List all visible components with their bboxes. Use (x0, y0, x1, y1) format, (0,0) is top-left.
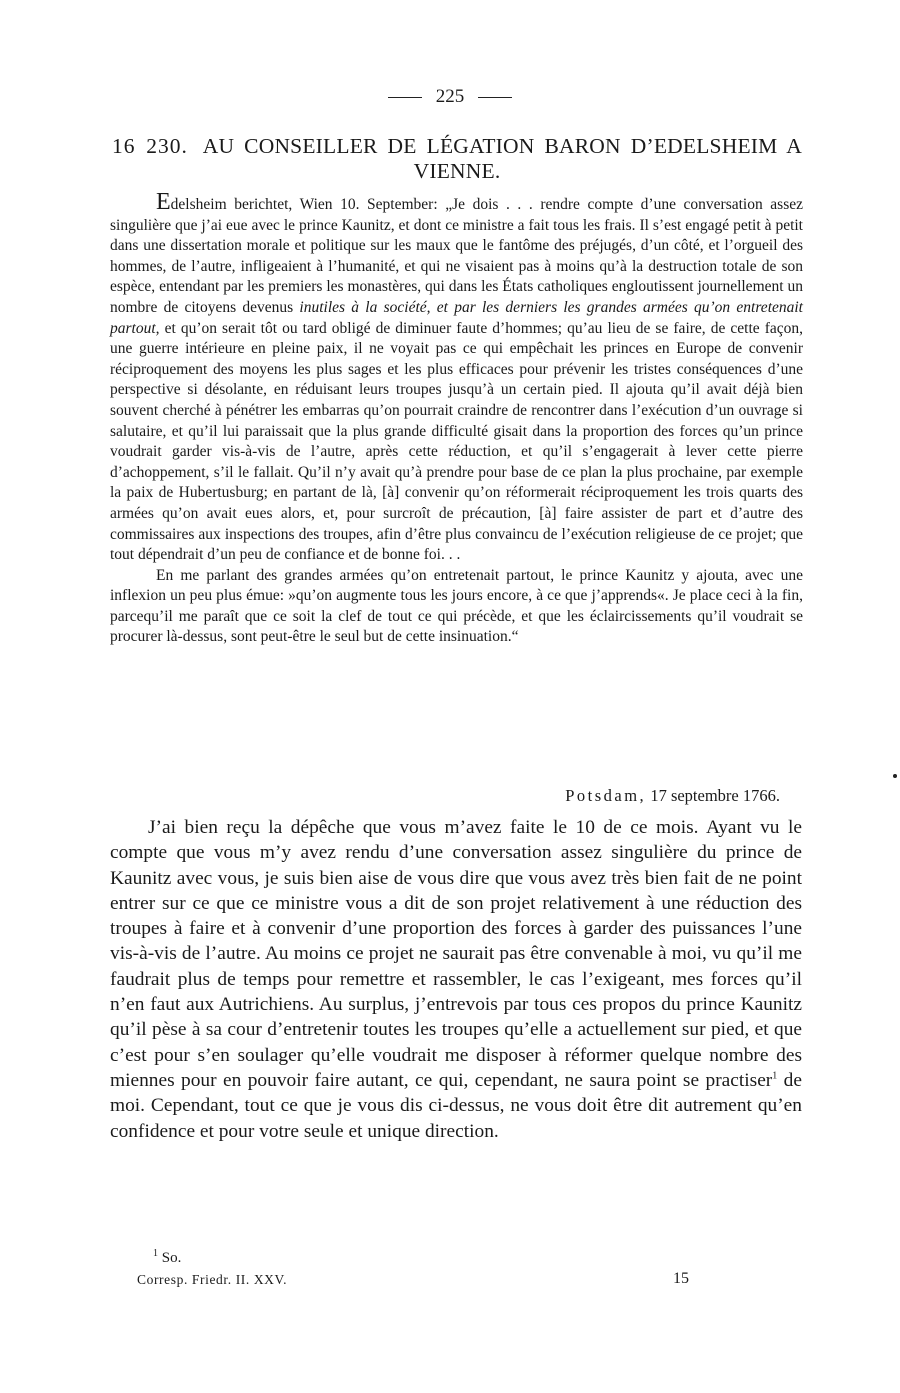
dateline (110, 786, 780, 806)
drop-capital: E (156, 189, 171, 215)
page-header (0, 86, 900, 108)
footnote-reference: 1 (772, 1070, 778, 1082)
excerpt-paragraph-1 (110, 189, 803, 566)
dateline-date: 17 septembre 1766. (650, 786, 780, 805)
header-rule-right (478, 97, 512, 98)
letter-title (112, 134, 802, 184)
excerpt-text-2: et qu’on serait tôt ou tard obligé de diminuer faute d’hommes; qu’au lieu de se faire, de cette façon, une guerre intérieure en pleine paix, il ne voyait pas ce qui empêchait les princes en Europe de convenir réciproquement des moyens les plus sages et les plus efficaces pour prévenir les tristes conséquences d’une perspective si désolante, en réduisant leurs troupes jusqu’à un certain pied. Il ajouta qu’il avait déjà bien souvent cherché à pénétrer les embarras qu’on pourrait craindre de rencontrer dans l’exécution d’un ouvrage si salutaire, et qu’il lui paraissait que la plus grande difficulté gisait dans la proportion des forces qu’un prince voudrait garder vis-à-vis de l’autre, après cette réduction, et qu’il s’engagerait à lever cette pierre d’achoppement, s’il le fallait. Qu’il n’y avait qu’à prendre pour base de ce plan la plus prochaine, par exemple la paix de Hubertusburg; en partant de là, [à] convenir qu’on réformerait réciproquement les trois quarts des armées qu’on avait eues alors, et, pour surcroît de précaution, [à] faire assister de part et d’autre des commissaires aux inspections des troupes, afin d’être plus convaincu de l’exécution religieuse de ce projet; que tout dépendrait d’un peu de confiance et de bonne foi. . . (110, 319, 803, 564)
letter-text-2: de moi. Cependant, tout ce que je vous dis ci-dessus, ne vous doit être dit autrement qu’en confidence et pour votre seule et unique direction. (110, 1069, 802, 1142)
letter-number: 16 230. (112, 134, 188, 158)
footer-sheet-number: 15 (673, 1270, 689, 1287)
excerpt-italic-text: inutiles à la société, et par les derniers les grandes armées qu’on entretenait partout, (110, 298, 803, 337)
footnote-marker: 1 (153, 1248, 158, 1259)
header-rule-left (388, 97, 422, 98)
letter-text-1: J’ai bien reçu la dépêche que vous m’avez faite le 10 de ce mois. Ayant vu le compte que vous m’y avez rendu d’une conversation assez singulière du prince de Kaunitz avec vous, je suis bien aise de vous dire que vous avez très bien fait de ne point entrer sur ce que ce ministre vous a dit de son projet relativement à une réduction des troupes à faire et à convenir d’une proportion des forces à garder des puissances l’une vis-à-vis de l’autre. Au moins ce projet ne saurait pas être convenable à moi, vu qu’il me faudrait plus de temps pour remettre et rassembler, le cas l’exigeant, mes forces qu’il n’en faut aux Autrichiens. Au surplus, j’entrevois par tous ces propos du prince Kaunitz qu’il pèse à sa cour d’entretenir toutes les troupes qu’elle a actuellement sur pied, et que c’est pour s’en soulager qu’elle voudrait me disposer à réformer quelque nombre des miennes pour en pouvoir faire autant, ce qui, cependant, ne saura point se practiser (110, 817, 802, 1091)
dateline-place: Potsdam, (565, 786, 647, 805)
page-number: 225 (435, 86, 465, 107)
letter-paragraph (110, 815, 802, 1144)
excerpt-paragraph-2: En me parlant des grandes armées qu’on entretenait partout, le prince Kaunitz y ajouta, avec une inflexion un peu plus émue: »qu’on augmente tous les jours encore, à ce que j’apprends«. Je place ceci à la fin, parcequ’il me paraît que ce soit la clef de tout ce qui précède, et que les éclaircissements qu’il voudrait se procurer là-dessus, sont peut-être le seul but de cette insinuation.“ (110, 566, 803, 646)
footnote (153, 1250, 181, 1267)
report-excerpt (110, 189, 803, 648)
margin-speck (893, 774, 897, 778)
excerpt-text-1: delsheim berichtet, Wien 10. September: „Je dois . . . rendre compte d’une conversation assez singulière que j’ai eue avec le prince Kaunitz, et dont ce ministre a fait tous les frais. Il s’est engagé petit à petit dans une dissertation morale et politique sur les maux que le fantôme des préjugés, d’un côté, et l’orgueil des hommes, de l’autre, infligeaient à l’humanité, et qui ne visaient pas à moins qu’à la destruction totale de son espèce, entendant par les premiers les monastères, qui dans les États catholiques engloutissent journellement un nombre de citoyens devenus (110, 196, 803, 316)
footnote-text: So. (161, 1250, 182, 1266)
footer-signature: Corresp. Friedr. II. XXV. (137, 1272, 288, 1287)
letter-body (110, 815, 802, 1144)
letter-addressee: AU CONSEILLER DE LÉGATION BARON D’EDELSHEIM A VIENNE. (202, 134, 802, 183)
